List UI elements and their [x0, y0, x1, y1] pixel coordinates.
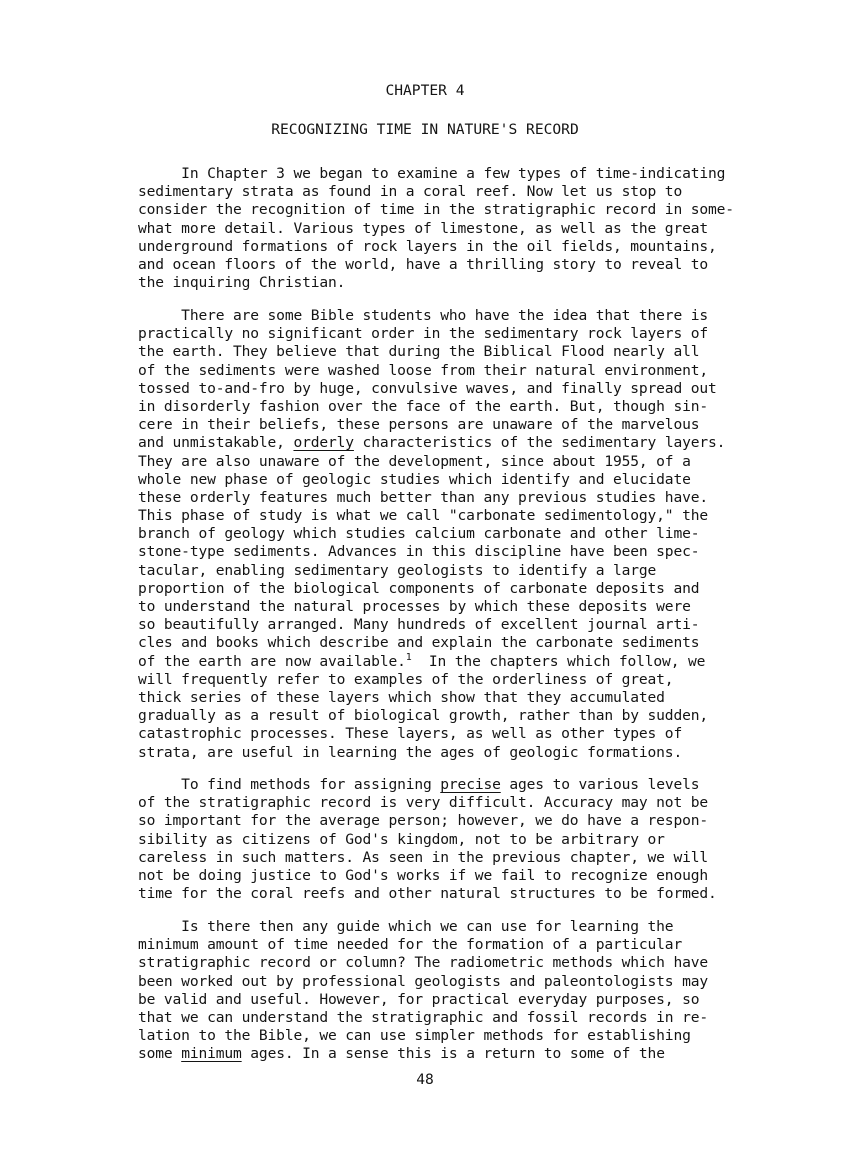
text-line: lation to the Bible, we can use simpler methods for establishing	[138, 1027, 691, 1045]
text-line: what more detail. Various types of limestone, as well as the great	[138, 219, 708, 237]
text-line: in disorderly fashion over the face of the earth. But, though sin-	[138, 397, 708, 415]
text-line: There are some Bible students who have the idea that there is	[138, 307, 708, 324]
text-segment: In the chapters which follow, we	[411, 652, 706, 670]
text-line: and ocean floors of the world, have a thrilling story to reveal to	[138, 255, 708, 273]
text-line	[138, 434, 725, 452]
chapter-title: RECOGNIZING TIME IN NATURE'S RECORD	[271, 121, 579, 138]
text-line: proportion of the biological components of carbonate deposits and	[138, 579, 700, 597]
text-line: be valid and useful. However, for practical everyday purposes, so	[138, 990, 700, 1008]
text-segment: ages. In a sense this is a return to some of the	[241, 1045, 665, 1063]
paragraph-1	[138, 165, 734, 292]
underlined-word: precise	[440, 776, 501, 793]
text-line: strata, are useful in learning the ages of geologic formations.	[138, 743, 683, 761]
text-line: sibility as citizens of God's kingdom, not to be arbitrary or	[138, 830, 665, 848]
text-line	[138, 776, 717, 794]
paragraph-3	[138, 776, 717, 903]
text-line: of the sediments were washed loose from their natural environment,	[138, 361, 708, 379]
text-line: stone-type sediments. Advances in this discipline have been spec-	[138, 543, 700, 561]
text-line: not be doing justice to God's works if we fail to recognize enough	[138, 866, 708, 884]
text-line: Is there then any guide which we can use for learning the	[138, 918, 674, 935]
text-line: that we can understand the stratigraphic and fossil records in re-	[138, 1008, 708, 1026]
page-number: 48	[416, 1071, 434, 1088]
text-line: the inquiring Christian.	[138, 274, 346, 292]
text-line: cere in their beliefs, these persons are unaware of the marvelous	[138, 416, 700, 434]
text-line	[138, 1045, 708, 1063]
text-line: They are also unaware of the development, since about 1955, of a	[138, 452, 691, 470]
text-line: minimum amount of time needed for the formation of a particular	[138, 936, 683, 954]
text-line: whole new phase of geologic studies which identify and elucidate	[138, 470, 691, 488]
text-line: time for the coral reefs and other natural structures to be formed.	[138, 885, 717, 903]
text-line: gradually as a result of biological growth, rather than by sudden,	[138, 707, 708, 725]
text-line: tacular, enabling sedimentary geologists to identify a large	[138, 561, 657, 579]
text-line: consider the recognition of time in the stratigraphic record in some-	[138, 201, 734, 219]
text-line: catastrophic processes. These layers, as well as other types of	[138, 725, 683, 743]
text-line: thick series of these layers which show that they accumulated	[138, 688, 665, 706]
paragraph-2	[138, 307, 725, 762]
text-line: tossed to-and-fro by huge, convulsive waves, and finally spread out	[138, 379, 717, 397]
text-line: cles and books which describe and explain the carbonate sediments	[138, 634, 700, 652]
text-line: branch of geology which studies calcium carbonate and other lime-	[138, 525, 700, 543]
text-line: careless in such matters. As seen in the previous chapter, we will	[138, 848, 708, 866]
text-segment: of the earth are now available.	[138, 652, 406, 670]
text-line: underground formations of rock layers in the oil fields, mountains,	[138, 237, 717, 255]
footnote-marker: 1	[405, 651, 412, 663]
text-line: to understand the natural processes by which these deposits were	[138, 598, 691, 615]
text-segment: some	[138, 1045, 182, 1063]
underlined-word: orderly	[293, 434, 354, 452]
underlined-word: minimum	[181, 1045, 242, 1063]
chapter-label: CHAPTER 4	[385, 82, 465, 99]
text-line: of the stratigraphic record is very difficult. Accuracy may not be	[138, 794, 708, 812]
text-line: so beautifully arranged. Many hundreds of excellent journal arti-	[138, 616, 700, 634]
text-segment: ages to various levels	[500, 776, 700, 793]
text-line: so important for the average person; however, we do have a respon-	[138, 812, 708, 830]
text-segment: To find methods for assigning	[138, 776, 441, 793]
text-line: sedimentary strata as found in a coral reef. Now let us stop to	[138, 183, 683, 201]
text-segment: characteristics of the sedimentary layers.	[353, 434, 726, 452]
text-line: In Chapter 3 we began to examine a few types of time-indicating	[138, 165, 726, 182]
text-line: practically no significant order in the sedimentary rock layers of	[138, 325, 708, 343]
text-line: stratigraphic record or column? The radiometric methods which have	[138, 954, 708, 972]
text-line	[138, 653, 725, 671]
text-line: This phase of study is what we call "carbonate sedimentology," the	[138, 507, 708, 525]
text-line: these orderly features much better than any previous studies have.	[138, 488, 708, 506]
paragraph-4	[138, 918, 708, 1064]
text-line: the earth. They believe that during the Biblical Flood nearly all	[138, 343, 700, 361]
text-line: will frequently refer to examples of the orderliness of great,	[138, 670, 674, 688]
text-line: been worked out by professional geologists and paleontologists may	[138, 972, 708, 990]
text-segment: and unmistakable,	[138, 434, 294, 452]
